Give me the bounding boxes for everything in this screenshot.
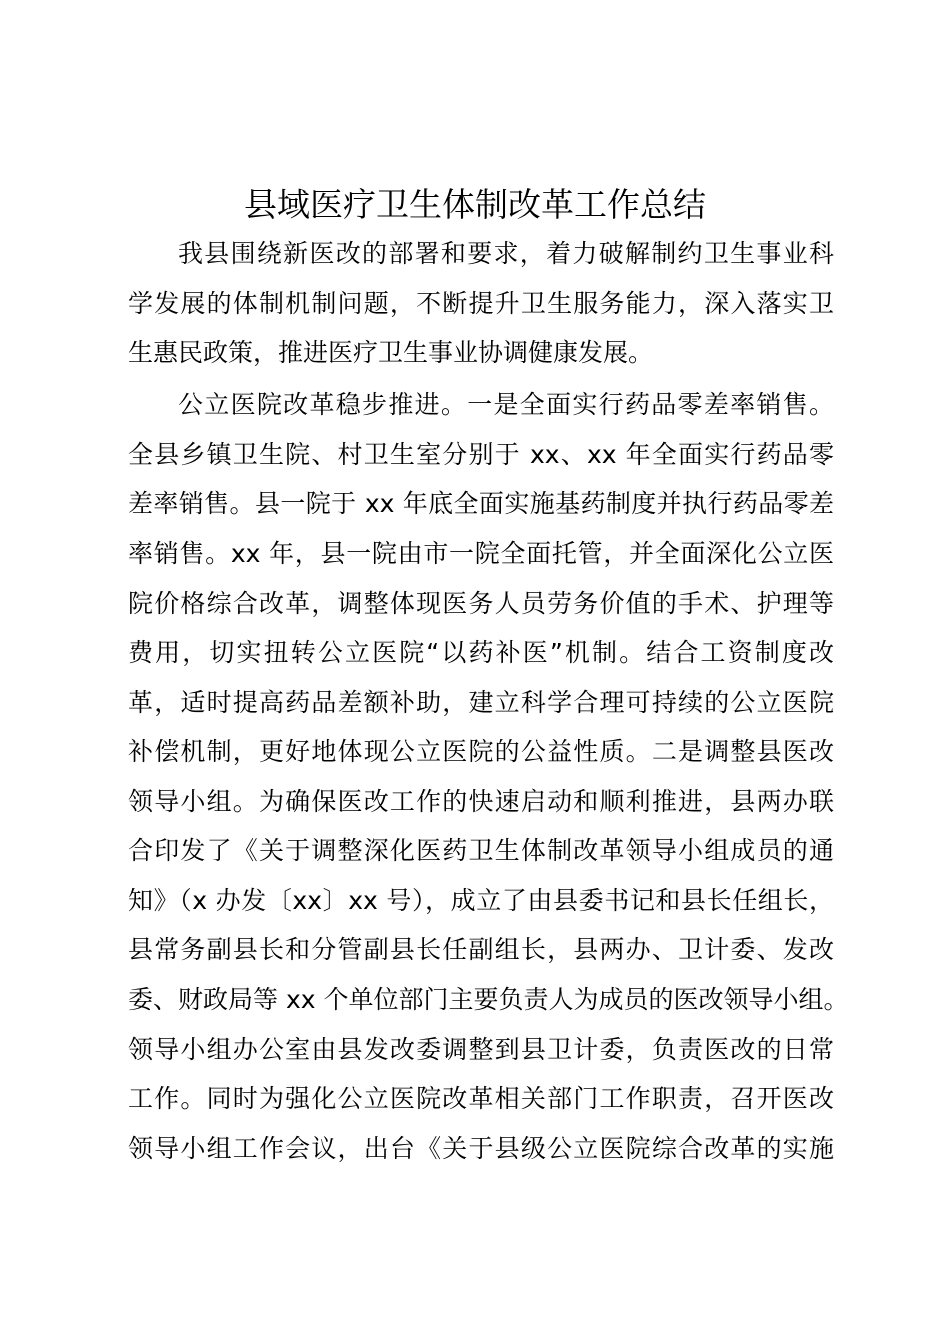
paragraph-line: 领导小组。为确保医改工作的快速启动和顺利推进，县两办联 <box>128 787 834 816</box>
paragraph-line: 工作。同时为强化公立医院改革相关部门工作职责，召开医改 <box>128 1084 834 1113</box>
paragraph-line: 革，适时提高药品差额补助，建立科学合理可持续的公立医院 <box>128 688 834 717</box>
paragraph-line: 领导小组办公室由县发改委调整到县卫计委，负责医改的日常 <box>128 1035 834 1064</box>
paragraph-line: 补偿机制，更好地体现公立医院的公益性质。二是调整县医改 <box>128 737 834 766</box>
paragraph-line: 院价格综合改革，调整体现医务人员劳务价值的手术、护理等 <box>128 589 834 618</box>
paragraph-line: 全县乡镇卫生院、村卫生室分别于 xx、xx 年全面实行药品零 <box>128 440 834 469</box>
paragraph-line: 生惠民政策，推进医疗卫生事业协调健康发展。 <box>128 338 654 367</box>
paragraph-line: 委、财政局等 xx 个单位部门主要负责人为成员的医改领导小组。 <box>128 985 849 1014</box>
paragraph-line: 学发展的体制机制问题，不断提升卫生服务能力，深入落实卫 <box>128 289 834 318</box>
paragraph-line: 领导小组工作会议，出台《关于县级公立医院综合改革的实施 <box>128 1134 834 1163</box>
paragraph-line: 知》（x 办发〔xx〕xx 号），成立了由县委书记和县长任组长， <box>128 886 834 915</box>
paragraph-line: 公立医院改革稳步推进。一是全面实行药品零差率销售。 <box>178 390 834 419</box>
paragraph-line: 率销售。xx 年，县一院由市一院全面托管，并全面深化公立医 <box>128 539 834 568</box>
paragraph-line: 差率销售。县一院于 xx 年底全面实施基药制度并执行药品零差 <box>128 489 834 518</box>
document-title: 县域医疗卫生体制改革工作总结 <box>244 185 706 224</box>
paragraph-line: 我县围绕新医改的部署和要求，着力破解制约卫生事业科 <box>178 239 834 268</box>
paragraph-line: 费用，切实扭转公立医院“以药补医”机制。结合工资制度改 <box>128 638 834 667</box>
paragraph-line: 合印发了《关于调整深化医药卫生体制改革领导小组成员的通 <box>128 836 834 865</box>
paragraph-line: 县常务副县长和分管副县长任副组长，县两办、卫计委、发改 <box>128 935 834 964</box>
